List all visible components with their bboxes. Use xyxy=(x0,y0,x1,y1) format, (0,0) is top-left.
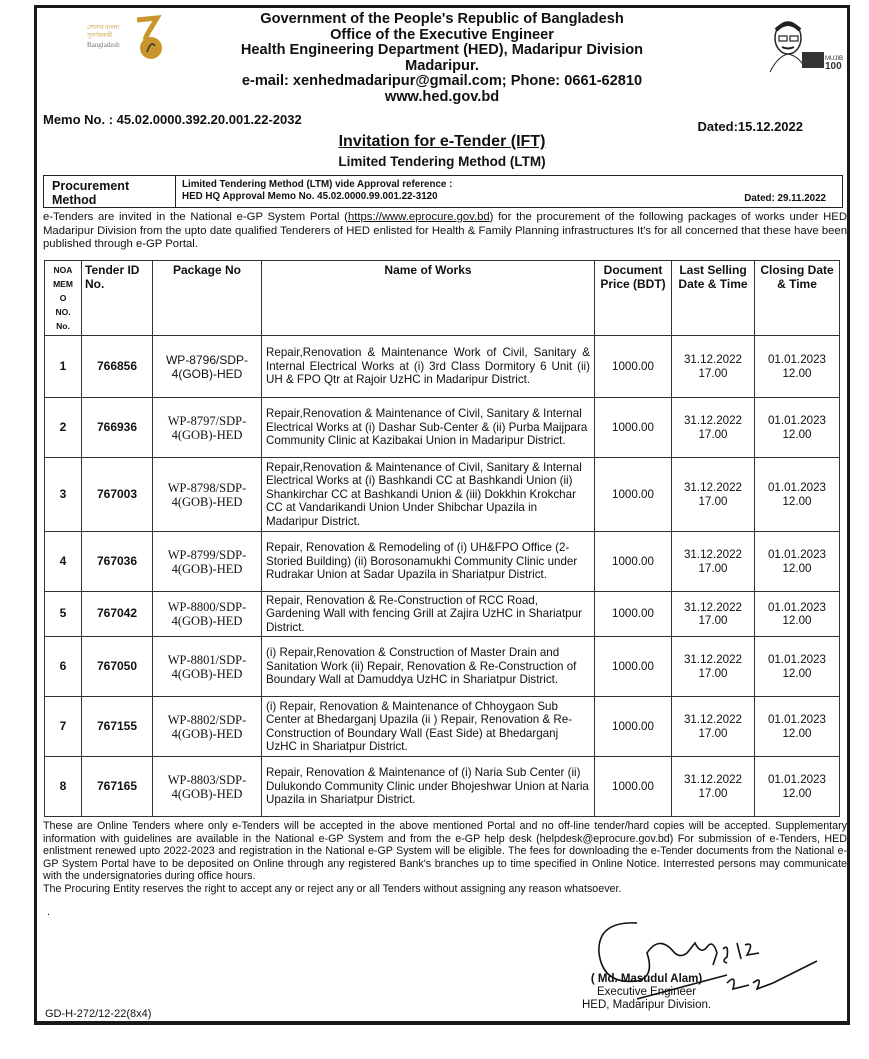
procurement-method-label: Procurement Method xyxy=(44,176,176,207)
document-price: 1000.00 xyxy=(595,336,672,398)
table-row xyxy=(45,592,840,637)
col-header-name-of-works: Name of Works xyxy=(262,261,595,336)
page-title: Invitation for e-Tender (IFT) xyxy=(338,133,546,150)
document-price: 1000.00 xyxy=(595,532,672,592)
name-of-works: Repair,Renovation & Maintenance Work of Civil, Sanitary & Internal Electrical Works at (i) 3rd Class Dormitory 6 Unit (ii) UH & FPO Qtr at Rajoir UzHC in Madaripur District. xyxy=(262,336,595,398)
last-selling: 31.12.2022 17.00 xyxy=(672,592,755,637)
table-row xyxy=(45,697,840,757)
table-row xyxy=(45,757,840,817)
approval-date: Dated: 29.11.2022 xyxy=(744,193,826,204)
page-subtitle: Limited Tendering Method (LTM) xyxy=(338,154,546,169)
package-no: WP-8802/SDP-4(GOB)-HED xyxy=(153,697,262,757)
tender-table xyxy=(44,260,840,817)
table-row xyxy=(45,637,840,697)
document-price: 1000.00 xyxy=(595,398,672,458)
header-office: Office of the Executive Engineer xyxy=(330,26,554,43)
svg-text:সোনার বাংলা: সোনার বাংলা xyxy=(87,25,120,31)
tender-id: 767003 xyxy=(82,458,153,532)
tender-id: 767036 xyxy=(82,532,153,592)
closing: 01.01.2023 12.00 xyxy=(755,532,840,592)
signatory-office: HED, Madaripur Division. xyxy=(582,999,712,1011)
memo-date: Dated:15.12.2022 xyxy=(697,119,803,134)
document-price: 1000.00 xyxy=(595,697,672,757)
header-website: www.hed.gov.bd xyxy=(384,88,500,105)
terms-paragraph: These are Online Tenders where only e-Tenders will be accepted in the above mentioned Portal and no off-line tender/hard copies will be accepted. Supplementary information with guidelines are available in the National e-GP System and from the e-GP help desk (helpdesk@eprocure.gov.bd) For submission of e-Tenders, HED enlistment renewed upto 2022-2023 and registration in the National e-GP System will be eligible. The fees for downloading the e-Tender documents from the National e-GP System Portal have to be deposited on Online through any registered Bank's branches up to time specified in Online Notice. Interrested persons may communicate with the undersignatories during office hours. The Procuring Entity reserves the right to accept any or reject any or all Tenders without assigning any reason whatsoever. xyxy=(43,820,847,895)
package-no: WP-8797/SDP-4(GOB)-HED xyxy=(153,398,262,458)
table-row xyxy=(45,336,840,398)
memo-number: Memo No. : 45.02.0000.392.20.001.22-2032 xyxy=(43,112,302,127)
document-price: 1000.00 xyxy=(595,637,672,697)
tender-id: 767165 xyxy=(82,757,153,817)
package-no: WP-8798/SDP-4(GOB)-HED xyxy=(153,458,262,532)
col-header-no: NOA MEM O NO. No. xyxy=(45,261,82,336)
header-city: Madaripur. xyxy=(405,57,479,74)
package-no: WP-8803/SDP-4(GOB)-HED xyxy=(153,757,262,817)
stray-dot: . xyxy=(47,906,51,918)
last-selling: 31.12.2022 17.00 xyxy=(672,757,755,817)
package-no: WP-8800/SDP-4(GOB)-HED xyxy=(153,592,262,637)
tender-id: 767050 xyxy=(82,637,153,697)
last-selling: 31.12.2022 17.00 xyxy=(672,532,755,592)
svg-text:Bangladesh: Bangladesh xyxy=(87,41,120,49)
name-of-works: Repair, Renovation & Remodeling of (i) UH&FPO Office (2-Storied Building) (ii) Borosonamukhi Community Clinic under Rudrakar Union at Sadar Upazila in Shariatpur District. xyxy=(262,532,595,592)
table-row xyxy=(45,458,840,532)
tender-id: 766856 xyxy=(82,336,153,398)
last-selling: 31.12.2022 17.00 xyxy=(672,336,755,398)
name-of-works: Repair, Renovation & Re-Construction of RCC Road, Gardening Wall with fencing Grill at Zajira UzHC in Shariatpur District. xyxy=(262,592,595,637)
col-header-tender-id: Tender ID No. xyxy=(82,261,153,336)
document-price: 1000.00 xyxy=(595,757,672,817)
closing: 01.01.2023 12.00 xyxy=(755,637,840,697)
signatory-block xyxy=(582,973,711,1012)
table-header-row xyxy=(45,261,840,336)
col-header-package: Package No xyxy=(153,261,262,336)
row-no: 2 xyxy=(45,398,82,458)
col-header-price: Document Price (BDT) xyxy=(595,261,672,336)
name-of-works: Repair, Renovation & Maintenance of (i) Naria Sub Center (ii) Dulukondo Community Clinic under Bhojeshwar Union at Naria Upazila in Shariatpur District. xyxy=(262,757,595,817)
procurement-method-box xyxy=(43,175,843,208)
row-no: 5 xyxy=(45,592,82,637)
svg-text:100: 100 xyxy=(825,61,842,72)
row-no: 6 xyxy=(45,637,82,697)
table-row xyxy=(45,398,840,458)
intro-paragraph: e-Tenders are invited in the National e-GP System Portal (https://www.eprocure.gov.bd) for the procurement of the following packages of works under HED Madaripur Division from the upto date qualified Tenderers of HED enlisted for Health & Family Planning infrastructures It's for all concerned that these have been published through e-GP Portal. xyxy=(43,211,848,250)
tender-id: 767042 xyxy=(82,592,153,637)
tender-id: 766936 xyxy=(82,398,153,458)
document-price: 1000.00 xyxy=(595,592,672,637)
signatory-name: ( Md. Masudul Alam) xyxy=(590,973,703,985)
letterhead xyxy=(37,12,847,105)
closing: 01.01.2023 12.00 xyxy=(755,757,840,817)
document-price: 1000.00 xyxy=(595,458,672,532)
package-no: WP-8799/SDP-4(GOB)-HED xyxy=(153,532,262,592)
header-government: Government of the People's Republic of Bangladesh xyxy=(260,11,624,27)
package-no: WP-8796/SDP-4(GOB)-HED xyxy=(153,336,262,398)
col-header-last-selling: Last Selling Date & Time xyxy=(672,261,755,336)
last-selling: 31.12.2022 17.00 xyxy=(672,398,755,458)
name-of-works: Repair,Renovation & Maintenance of Civil, Sanitary & Internal Electrical Works at (i) Dashar Sub-Center & (ii) Purba Maijpara Community Clinic at Kazibakai Union in Madaripur District. xyxy=(262,398,595,458)
closing: 01.01.2023 12.00 xyxy=(755,398,840,458)
signatory-designation: Executive Engineer xyxy=(597,986,697,998)
name-of-works: (i) Repair, Renovation & Maintenance of Chhoygaon Sub Center at Bhedarganj Upazila (ii ) Repair, Renovation & Re-Construction of Boundary Wall (East Side) at Bhedarganj UzHC in Shariatpur District. xyxy=(262,697,595,757)
row-no: 8 xyxy=(45,757,82,817)
col-header-closing: Closing Date & Time xyxy=(755,261,840,336)
closing: 01.01.2023 12.00 xyxy=(755,592,840,637)
row-no: 7 xyxy=(45,697,82,757)
row-no: 1 xyxy=(45,336,82,398)
reservation-clause: The Procuring Entity reserves the right to accept any or reject any or all Tenders without assigning any reason whatsoever. xyxy=(43,882,622,895)
row-no: 4 xyxy=(45,532,82,592)
row-no: 3 xyxy=(45,458,82,532)
header-contact: e-mail: xenhedmadaripur@gmail.com; Phone: 0661-62810 xyxy=(241,73,643,89)
name-of-works: (i) Repair,Renovation & Construction of Master Drain and Sanitation Work (ii) Repair, Renovation & Re-Construction of Boundary Wall at Damuddya UzHC in Shariatpur District. xyxy=(262,637,595,697)
table-row xyxy=(45,532,840,592)
document-code: GD-H-272/12-22(8x4) xyxy=(45,1008,152,1020)
tender-id: 767155 xyxy=(82,697,153,757)
eprocure-link[interactable]: https://www.eprocure.gov.bd xyxy=(347,211,490,223)
procurement-method-value: Limited Tendering Method (LTM) vide Approval reference : HED HQ Approval Memo No. 45.02.0000.99.001.22-3120 Dated: 29.11.2022 xyxy=(182,179,826,204)
tender-notice-page xyxy=(34,5,850,1025)
last-selling: 31.12.2022 17.00 xyxy=(672,458,755,532)
name-of-works: Repair,Renovation & Maintenance of Civil, Sanitary & Internal Electrical Works at (i) Bashkandi CC at Bashkandi Union (ii) Shankirchar CC at Bashkandi Union & (iii) Dokkhin Krokchar CC at Vandarikandi Union Under Shibchar Upazila in Madaripur District. xyxy=(262,458,595,532)
package-no: WP-8801/SDP-4(GOB)-HED xyxy=(153,637,262,697)
closing: 01.01.2023 12.00 xyxy=(755,458,840,532)
closing: 01.01.2023 12.00 xyxy=(755,336,840,398)
closing: 01.01.2023 12.00 xyxy=(755,697,840,757)
svg-text:MUJIB: MUJIB xyxy=(825,56,843,62)
svg-text:সুবর্ণজয়ন্তী: সুবর্ণজয়ন্তী xyxy=(87,33,113,39)
header-department: Health Engineering Department (HED), Madaripur Division xyxy=(240,42,644,58)
last-selling: 31.12.2022 17.00 xyxy=(672,697,755,757)
last-selling: 31.12.2022 17.00 xyxy=(672,637,755,697)
